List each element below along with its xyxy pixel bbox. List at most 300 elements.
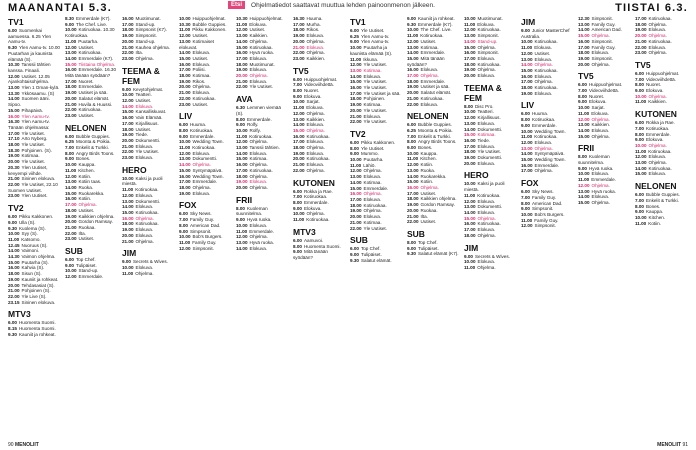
- program-title: Simpsonit.: [591, 55, 613, 61]
- program-title: Family Guy.: [189, 217, 215, 223]
- program-title: Ohjelma.: [591, 33, 610, 39]
- program-time: 20.00: [464, 160, 476, 166]
- listing-column: [521, 16, 574, 440]
- program-time: 17.00: [407, 73, 419, 79]
- program-title: Ohjelma.: [591, 182, 610, 188]
- program-time: 14.00: [350, 73, 362, 79]
- program-time: 11.00: [122, 187, 134, 193]
- program-time: 14.00: [8, 96, 20, 102]
- program-title: Ohjelma.: [306, 38, 325, 44]
- program-time: 16.00: [8, 265, 20, 271]
- program-time: 20.00: [122, 137, 134, 143]
- program-title: Ohjelma.: [534, 79, 553, 85]
- program-time: 22.00: [407, 101, 419, 107]
- program-time: 13.00: [122, 198, 134, 204]
- program-title: Sininen elokuva.: [21, 299, 56, 305]
- program-time: 15.00: [122, 109, 134, 115]
- program-title: Elokuva.: [249, 67, 268, 73]
- program-title: Elokuva.: [135, 227, 154, 233]
- program-title: Salatut elämät.: [420, 90, 452, 96]
- right-publication-name: MENOLIIT: [657, 442, 682, 448]
- program-listing: [179, 102, 232, 108]
- program-time: 12.00: [65, 44, 77, 50]
- program-title: Family Guy.: [591, 44, 616, 50]
- program-title: Videoviihdettä.: [645, 76, 677, 82]
- program-time: 7.00: [407, 133, 416, 139]
- program-time: 9.00: [350, 251, 359, 257]
- program-title: Ohjelma.: [249, 173, 268, 179]
- program-title: Elokuva.: [303, 205, 322, 211]
- program-listing: [122, 155, 175, 161]
- program-listing: [65, 67, 118, 78]
- program-time: 12.00: [407, 162, 419, 168]
- program-title: Simpsonit.: [135, 33, 157, 39]
- program-listing: [122, 239, 175, 245]
- program-listing: [8, 193, 61, 199]
- program-time: 6.30: [236, 105, 245, 111]
- program-title: Elokuva.: [135, 204, 154, 210]
- program-title: Simpsonit.: [534, 223, 556, 229]
- program-title: Pikku Kakkonen.: [18, 214, 54, 220]
- program-time: 11.00: [236, 228, 248, 234]
- program-time: 9.00: [635, 137, 644, 143]
- program-listing: [122, 56, 175, 62]
- program-title: Kaikkien.: [306, 116, 326, 122]
- program-time: 19.00: [8, 153, 20, 159]
- program-title: Kotimaa.: [192, 73, 211, 79]
- program-title: Elokuva.: [249, 21, 267, 27]
- program-time: 20.00: [407, 90, 419, 96]
- program-time: 9.00: [293, 93, 302, 99]
- program-title: Salatut elämät.: [360, 257, 392, 263]
- program-time: 7.00: [65, 145, 74, 151]
- program-time: 10.00: [65, 27, 77, 33]
- listing-column: [293, 16, 346, 440]
- program-title: Elokuva.: [306, 139, 325, 145]
- program-title: Elokuva.: [477, 55, 496, 61]
- program-time: 18.00: [521, 85, 533, 91]
- program-time: 14.00: [122, 103, 134, 109]
- program-time: 17.10: [8, 136, 20, 142]
- program-time: 16.00: [179, 173, 191, 179]
- program-title: Elokuva.: [648, 27, 667, 33]
- program-time: 20.00: [8, 282, 20, 288]
- program-time: 19.00: [179, 78, 191, 84]
- program-time: 10.00: [635, 214, 647, 220]
- program-title: Kotiruokaa.: [534, 134, 558, 140]
- program-title: Huomenta Suomi.: [18, 320, 56, 326]
- program-time: 13.00: [65, 179, 77, 185]
- program-listing: [179, 39, 232, 50]
- program-title: Hyvä ruoka.: [249, 239, 275, 245]
- program-time: 19.00: [350, 208, 362, 214]
- program-title: Aamuvoi.: [303, 237, 324, 243]
- program-time: 10.00: [521, 39, 533, 45]
- program-title: Emmerdale (K7).: [417, 21, 453, 27]
- program-title: Nuoret.: [588, 93, 605, 99]
- program-time: 10.00: [464, 259, 476, 265]
- program-title: Dokumentti.: [477, 204, 503, 210]
- program-title: Kuoleman suunnitelma.: [236, 205, 268, 217]
- program-title: Secrets & Wives.: [474, 253, 510, 259]
- program-title: Ruokarekka.: [78, 190, 105, 196]
- program-time: 12.00: [578, 116, 590, 122]
- program-title: Ohjelma.: [477, 215, 496, 221]
- program-time: 18.00: [122, 126, 134, 132]
- program-title: Family Guy.: [591, 21, 616, 27]
- program-time: 14.30: [8, 254, 20, 260]
- program-listing: [8, 182, 61, 193]
- program-time: 20.00: [635, 33, 647, 39]
- program-time: 20.00: [236, 73, 248, 79]
- program-title: Elokuva.: [591, 50, 610, 56]
- program-title: Ruokaa.: [78, 224, 96, 230]
- program-time: 19.00: [8, 276, 20, 282]
- program-time: 11.00: [8, 236, 20, 242]
- program-time: 10.00: [236, 127, 248, 133]
- program-title: Uutiset. 12.05 Ajankohtaisohjelma.: [8, 73, 50, 85]
- program-title: Kotiruokaa.: [249, 44, 273, 50]
- program-title: Sky News.: [189, 211, 212, 217]
- program-title: Elokuva.: [648, 171, 667, 177]
- program-time: 14.00: [236, 38, 248, 44]
- program-title: Hyvä ruoka.: [246, 217, 272, 223]
- program-listing: [464, 181, 517, 192]
- program-title: Elokuva.: [477, 143, 496, 149]
- program-title: Ohjelma.: [591, 199, 610, 205]
- program-time: 17.00: [122, 120, 134, 126]
- program-time: 18.00: [407, 196, 419, 202]
- program-listing: [407, 219, 460, 225]
- program-title: Angry Birds Toons.: [417, 139, 457, 145]
- program-title: Simpsonit.: [477, 50, 499, 56]
- program-title: Pikku Kakkonen.: [360, 139, 396, 145]
- program-title: Uutiset.: [420, 190, 437, 196]
- listing-column: [65, 16, 118, 440]
- program-title: Kotimaa.: [363, 179, 382, 185]
- program-time: 12.00: [521, 223, 533, 229]
- program-title: Emmerdale (K7).: [75, 16, 111, 21]
- program-title: Ohjelma.: [648, 142, 667, 148]
- program-title: Elokuva.: [591, 127, 610, 133]
- program-listing: [8, 28, 61, 45]
- program-title: American Dad.: [189, 222, 221, 228]
- program-time: 21.00: [350, 219, 362, 225]
- program-time: 11.00: [464, 21, 476, 27]
- program-title: Kotiin.: [78, 196, 92, 202]
- program-time: 20.00: [293, 38, 305, 44]
- program-time: 14.00: [65, 184, 77, 190]
- program-time: 18.00: [293, 145, 305, 151]
- channel-heading: MTV3: [293, 226, 316, 237]
- program-time: 14.00: [179, 162, 191, 168]
- program-title: Elokuva.: [192, 150, 211, 156]
- program-time: 10.00: [293, 99, 305, 105]
- program-title: Muotimunat.: [477, 16, 503, 21]
- program-title: Kotiruokaa.: [420, 33, 444, 39]
- program-time: 17.00: [293, 139, 305, 145]
- program-title: Ohjelma.: [363, 168, 382, 174]
- program-time: 20.00: [179, 84, 191, 90]
- program-title: Elokuva.: [477, 259, 496, 265]
- program-time: 10.00: [122, 175, 134, 181]
- program-title: Syntymäpäivä.: [534, 151, 565, 157]
- program-time: 16.00: [179, 61, 191, 67]
- program-title: Bubble Guppies.: [645, 192, 680, 198]
- program-time: 18.00: [407, 78, 419, 84]
- channel-heading: MTV3: [8, 309, 31, 320]
- program-listing: [464, 73, 517, 79]
- program-listing: [65, 236, 118, 242]
- program-time: 9.00: [635, 209, 644, 215]
- program-title: Elokuva.: [363, 214, 382, 220]
- program-time: 8.00: [407, 239, 416, 245]
- program-time: 19.00: [179, 190, 191, 196]
- program-title: The Chef. Live.: [420, 27, 452, 33]
- program-title: Huomenta Suomi.: [18, 326, 56, 332]
- program-title: Uutiset.: [420, 219, 437, 225]
- program-title: Rokka ja Rae.: [645, 120, 675, 126]
- program-title: Emmerdale.: [420, 78, 446, 84]
- program-title: Kotiruokaa.: [477, 192, 501, 198]
- program-time: 14.00: [578, 127, 590, 133]
- program-title: Kaikkien.: [648, 99, 667, 105]
- program-title: Emmerdale.: [78, 274, 104, 280]
- program-time: 6.25: [350, 33, 359, 39]
- program-title: Bob's Burgers.: [192, 234, 223, 240]
- program-title: Bones.: [645, 203, 661, 209]
- program-title: Suomenkai aamuessa. 6.25 Ylen Aamu-tv.: [8, 28, 52, 45]
- program-title: Dokumentti.: [135, 137, 161, 143]
- program-listing: [578, 154, 631, 165]
- channel-heading: TV5: [293, 65, 309, 76]
- program-title: Kotimaa.: [249, 156, 268, 162]
- program-time: 13.00: [464, 33, 476, 39]
- program-title: Huomenta Suomi.: [303, 243, 341, 249]
- program-title: Ohjelma.: [135, 215, 154, 221]
- program-time: 12.00: [122, 98, 134, 104]
- program-time: 16.00: [464, 137, 476, 143]
- program-title: Ohjelma.: [135, 270, 154, 276]
- program-title: Uutiset.: [78, 112, 95, 118]
- program-listing: [8, 300, 61, 306]
- program-title: Huippuohjelmat.: [249, 16, 283, 21]
- program-time: 22.00: [293, 167, 305, 173]
- program-title: Emmerdale.: [591, 177, 617, 183]
- program-title: Simpsonit.: [591, 16, 613, 21]
- program-time: 14.00: [407, 50, 419, 56]
- program-title: Elokuva.: [645, 88, 664, 94]
- program-title: Elokuva.: [477, 120, 496, 126]
- program-time: 9.00: [578, 99, 587, 105]
- program-time: 22.00: [65, 107, 77, 113]
- program-listing: [521, 168, 574, 174]
- program-listing: [236, 185, 289, 191]
- program-time: 10.00: [464, 16, 476, 21]
- program-time: 8.00: [578, 93, 587, 99]
- program-title: Elokuva.: [135, 143, 154, 149]
- program-time: 11.00: [179, 145, 191, 151]
- program-time: 12.00: [464, 27, 476, 33]
- program-title: Kotimaa.: [21, 153, 40, 159]
- program-time: 17.00: [464, 227, 476, 233]
- program-title: Ohjelma.: [534, 145, 553, 151]
- program-time: 9.00: [65, 262, 74, 268]
- program-time: 12.00: [521, 50, 533, 56]
- program-title: Elokuva.: [303, 93, 322, 99]
- program-time: 18.00: [65, 84, 77, 90]
- program-time: 19.00: [293, 150, 305, 156]
- program-title: Ohjelma.: [648, 50, 667, 56]
- program-title: Ilta.: [78, 230, 86, 236]
- program-time: 18.00: [464, 61, 476, 67]
- channel-heading: TV5: [635, 59, 651, 70]
- program-title: Mitä tänään syödään?: [293, 249, 328, 260]
- program-title: Ohjelma.: [477, 264, 496, 270]
- program-time: 9.00: [578, 165, 587, 171]
- program-time: 15.00: [635, 171, 647, 177]
- program-title: Elokuva.: [534, 56, 553, 62]
- program-time: 20.00: [407, 207, 419, 213]
- program-title: Uutiset.: [192, 55, 209, 61]
- program-time: 22.00: [8, 293, 20, 299]
- program-time: 20.00: [122, 232, 134, 238]
- program-time: 7.00: [293, 194, 302, 200]
- program-time: 16.00: [122, 115, 134, 121]
- program-title: Uutiset.: [192, 101, 209, 107]
- program-time: 19.00: [122, 33, 134, 39]
- program-time: 10.00: [407, 27, 419, 33]
- program-title: Puutarha ja kaunista elämää (S).: [350, 45, 393, 56]
- channel-heading: HERO: [122, 164, 147, 175]
- program-time: 16.30: [293, 16, 305, 21]
- program-title: Ohjelma.: [306, 110, 325, 116]
- program-title: Ohjelma.: [249, 38, 268, 44]
- program-time: 6.00: [293, 237, 302, 243]
- program-time: 10.00: [179, 139, 191, 145]
- channel-heading: TV2: [8, 203, 24, 214]
- program-time: 6.00: [8, 320, 17, 326]
- program-title: Nuoruus (S).: [21, 242, 48, 248]
- program-time: 23.15: [8, 299, 20, 305]
- program-time: 18.00: [350, 202, 362, 208]
- program-time: 12.00: [65, 173, 77, 179]
- program-time: 12.00: [122, 192, 134, 198]
- right-page-number: 91: [682, 442, 688, 448]
- program-title: Kotiruokaa.: [192, 145, 216, 151]
- program-time: 7.00: [293, 82, 302, 88]
- program-time: 15.00: [464, 132, 476, 138]
- program-title: Kotiruokaa.: [645, 125, 670, 131]
- program-time: 13.00: [65, 50, 77, 56]
- program-time: 18.00: [578, 50, 590, 56]
- program-time: 10.00: [8, 231, 20, 237]
- program-title: Vain Elämää.: [135, 115, 163, 121]
- program-time: 8.00: [350, 145, 359, 151]
- program-title: Elokuva.: [534, 139, 553, 145]
- program-time: 15.00: [464, 215, 476, 221]
- program-time: 13.00: [236, 145, 248, 151]
- program-title: Ohjelma.: [78, 202, 97, 208]
- program-time: 11.00: [293, 217, 305, 223]
- program-time: 15.00: [350, 185, 362, 191]
- program-time: 12.45: [8, 242, 20, 248]
- page-footer: [0, 440, 696, 450]
- program-time: 9.00: [236, 217, 245, 223]
- program-time: 13.00: [179, 156, 191, 162]
- program-time: 10.00: [635, 142, 647, 148]
- program-title: Elokuva.: [135, 232, 154, 238]
- program-time: 18.00: [179, 184, 191, 190]
- program-title: Huvila & Huussi.: [78, 101, 113, 107]
- program-title: Ohjelma.: [648, 160, 667, 166]
- program-time: 16.00: [464, 50, 476, 56]
- program-title: Ylen Aamu-tv.: [21, 113, 50, 119]
- program-time: 13.00: [350, 174, 362, 180]
- program-title: Kotimaa.: [363, 102, 382, 108]
- program-time: 6.00: [293, 188, 302, 194]
- program-title: Kotiin taas.: [78, 179, 102, 185]
- program-time: 9.00: [521, 122, 530, 128]
- program-time: 6.00: [521, 189, 530, 195]
- program-time: 8.00: [635, 82, 644, 88]
- program-time: 17.00: [521, 168, 533, 174]
- channel-heading: TEEMA & FEM: [122, 65, 160, 86]
- program-title: Nuoret.: [645, 82, 662, 88]
- program-title: Emmerdale.: [420, 50, 446, 56]
- program-time: 19.00: [407, 84, 419, 90]
- program-time: 17.00: [293, 21, 305, 27]
- program-time: 21.00: [407, 95, 419, 101]
- program-title: Kotiruokaa.: [531, 117, 556, 123]
- program-time: 17.00: [464, 55, 476, 61]
- program-title: Kauniit ja rohkeat.: [417, 16, 455, 21]
- footer-right: [657, 442, 688, 448]
- program-title: Nuoret.: [303, 88, 320, 94]
- channel-heading: NELONEN: [407, 111, 449, 122]
- program-title: Elokuva.: [192, 61, 211, 67]
- program-time: 14.00: [236, 150, 248, 156]
- program-time: 14.00: [578, 27, 590, 33]
- program-time: 12.00: [350, 168, 362, 174]
- program-title: Wedding Town.: [534, 157, 566, 163]
- program-title: Ohjelma.: [477, 44, 496, 50]
- program-time: 15.00: [122, 209, 134, 215]
- program-time: 8.00: [464, 103, 473, 109]
- program-title: Tiede.: [477, 137, 491, 143]
- program-title: Kotiin.: [420, 162, 434, 168]
- program-title: Ilta.: [420, 213, 428, 219]
- program-title: Kotiruokaa.: [477, 61, 501, 67]
- program-time: 10.00: [464, 181, 476, 187]
- program-time: 12.00: [293, 110, 305, 116]
- program-time: 11.00: [293, 105, 305, 111]
- program-time: 6.00: [179, 122, 188, 128]
- program-time: 14.00: [179, 50, 191, 56]
- program-time: 17.00: [635, 16, 647, 21]
- program-time: 20.00: [578, 61, 590, 67]
- program-time: 16.00: [8, 113, 20, 119]
- channel-heading: FRII: [236, 194, 253, 205]
- program-title: Teatteri.: [477, 109, 494, 115]
- program-time: 6.00: [350, 28, 359, 33]
- program-title: Huuma.: [531, 111, 549, 117]
- program-title: Rolfy.: [246, 122, 259, 128]
- program-time: 21.00: [8, 176, 20, 182]
- program-listing: [578, 200, 631, 206]
- program-title: Kotiruokaa.: [648, 165, 672, 171]
- program-title: Junior MasterChef Australia.: [521, 28, 570, 39]
